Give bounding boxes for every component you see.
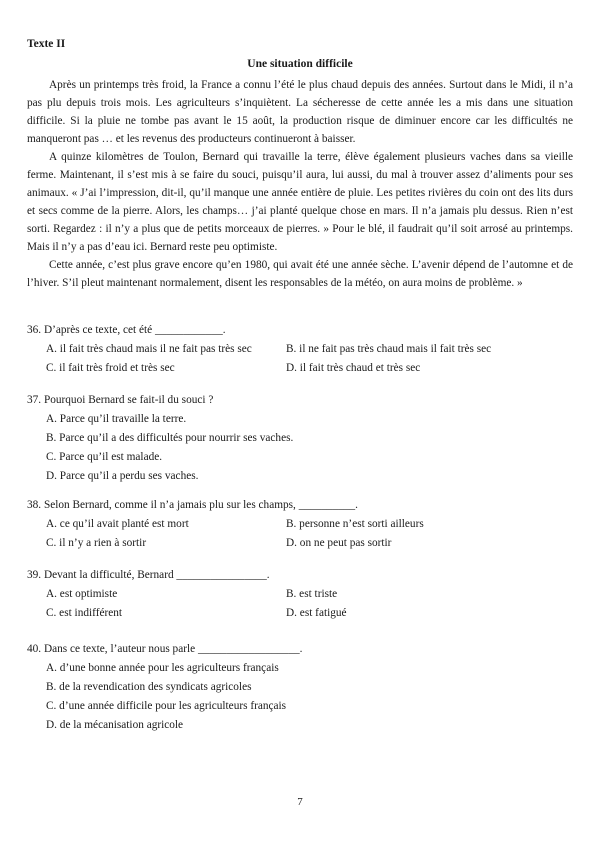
option-a[interactable]: A. Parce qu’il travaille la terre. <box>46 413 187 425</box>
option-a[interactable]: A. il fait très chaud mais il ne fait pas très sec <box>46 343 252 355</box>
option-b[interactable]: B. de la revendication des syndicats agricoles <box>46 681 252 693</box>
option-d[interactable]: D. de la mécanisation agricole <box>46 719 184 731</box>
option-b[interactable]: B. est triste <box>286 588 338 600</box>
question-39 <box>27 566 573 623</box>
question-stem: 36. D’après ce texte, cet été ____________. <box>27 324 226 336</box>
reading-passage <box>27 76 573 292</box>
option-c[interactable]: C. Parce qu’il est malade. <box>46 451 163 463</box>
answer-options <box>27 659 573 735</box>
question-40 <box>27 640 573 735</box>
option-a[interactable]: A. est optimiste <box>46 588 118 600</box>
option-c[interactable]: C. il n’y a rien à sortir <box>46 537 147 549</box>
passage-title: Une situation difficile <box>247 58 353 70</box>
question-stem: 40. Dans ce texte, l’auteur nous parle __________________. <box>27 643 303 655</box>
question-38 <box>27 496 573 553</box>
section-label: Texte II <box>27 38 66 50</box>
option-b[interactable]: B. Parce qu’il a des difficultés pour nourrir ses vaches. <box>46 432 294 444</box>
question-36 <box>27 321 573 378</box>
answer-options <box>27 585 573 623</box>
option-d[interactable]: D. est fatigué <box>286 607 347 619</box>
option-b[interactable]: B. personne n’est sorti ailleurs <box>286 518 424 530</box>
paragraph: A quinze kilomètres de Toulon, Bernard qui travaille la terre, élève également plusieurs vaches dans sa vieille ferme. Maintenant, il s’est mis à se faire du souci, puisqu’il aura, lui aussi, du mal à trouver assez d’aliments pour ses animaux. « J’ai l’impression, dit-il, qu’il manque une année entière de pluie. Les petites rivières du coin ont des lits durs et secs comme de la pierre. Alors, les champs… j’ai planté quelque chose en mars. Il n’a jamais plu dessus. Rien n’est sorti. Regardez : il n’y a plus que de petits morceaux de pierres. » Pour le blé, il faudrait qu’il soit arrosé au printemps. Mais il n’y a pas d’eau ici. Bernard reste peu optimiste. <box>27 151 573 253</box>
option-a[interactable]: A. d’une bonne année pour les agriculteurs français <box>46 662 279 674</box>
question-stem: 37. Pourquoi Bernard se fait-il du souci ? <box>27 394 214 406</box>
paragraph: Après un printemps très froid, la France a connu l’été le plus chaud depuis des années. Surtout dans le Midi, il n’a pas plu depuis trois mois. Les agriculteurs s’inquiètent. La sécheresse de cette année les a mis dans une situation difficile. Si la pluie ne tombe pas avant le 15 août, la production risque de diminuer encore car les difficultés ne manqueront pas … et les revenus des producteurs continueront à baisser. <box>27 79 573 145</box>
answer-options <box>27 340 573 378</box>
option-c[interactable]: C. d’une année difficile pour les agriculteurs français <box>46 700 287 712</box>
question-stem: 38. Selon Bernard, comme il n’a jamais plu sur les champs, __________. <box>27 499 359 511</box>
option-d[interactable]: D. on ne peut pas sortir <box>286 537 392 549</box>
answer-options <box>27 515 573 553</box>
question-stem: 39. Devant la difficulté, Bernard ________________. <box>27 569 270 581</box>
option-c[interactable]: C. il fait très froid et très sec <box>46 362 175 374</box>
option-d[interactable]: D. il fait très chaud et très sec <box>286 362 421 374</box>
question-37 <box>27 391 573 486</box>
option-c[interactable]: C. est indifférent <box>46 607 123 619</box>
paragraph: Cette année, c’est plus grave encore qu’en 1980, qui avait été une année sèche. L’avenir dépend de l’automne et de l’hiver. S’il pleut maintenant normalement, disent les responsables de la météo, on aura moins de problème. » <box>27 259 573 289</box>
option-d[interactable]: D. Parce qu’il a perdu ses vaches. <box>46 470 199 482</box>
option-a[interactable]: A. ce qu’il avait planté est mort <box>46 518 189 530</box>
page-number: 7 <box>297 796 303 808</box>
answer-options <box>27 410 573 486</box>
option-b[interactable]: B. il ne fait pas très chaud mais il fait très sec <box>286 343 492 355</box>
